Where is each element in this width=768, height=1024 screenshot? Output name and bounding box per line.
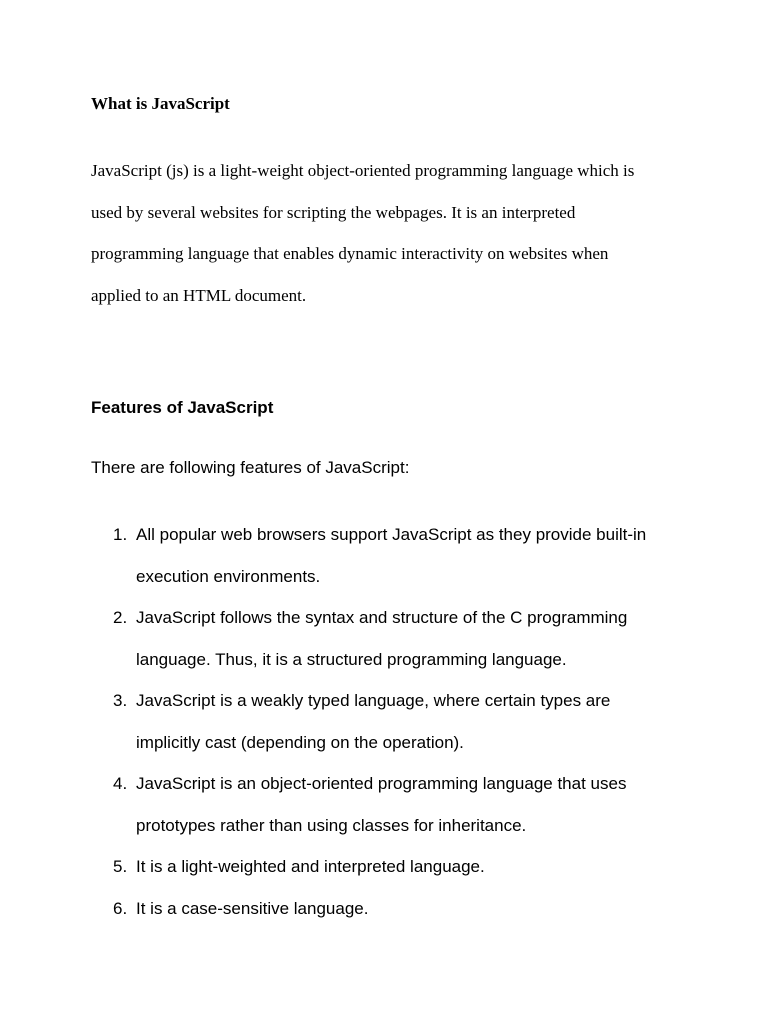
- list-item: [91, 680, 711, 763]
- intro-line: programming language that enables dynamic interactivity on websites when: [91, 244, 609, 263]
- list-item: [91, 514, 711, 597]
- intro-line: JavaScript (js) is a light-weight object-oriented programming language which is: [91, 161, 635, 180]
- list-item-text: All popular web browsers support JavaScript as they provide built-in: [136, 525, 647, 544]
- intro-line: used by several websites for scripting the webpages. It is an interpreted: [91, 202, 576, 222]
- list-item-text: It is a case-sensitive language.: [136, 898, 369, 918]
- list-item: [91, 763, 711, 846]
- section-heading-what-is-javascript: What is JavaScript: [91, 94, 230, 113]
- intro-line: applied to an HTML document.: [91, 285, 307, 305]
- list-item: [91, 597, 711, 680]
- features-list: [91, 514, 711, 929]
- list-item-text: It is a light-weighted and interpreted language.: [136, 857, 485, 876]
- list-item-text: JavaScript is a weakly typed language, where certain types are: [136, 691, 611, 710]
- list-item-text: language. Thus, it is a structured programming language.: [136, 649, 567, 669]
- list-item-text: implicitly cast (depending on the operation).: [136, 732, 464, 752]
- list-item: [91, 888, 711, 930]
- intro-paragraph: [91, 150, 691, 316]
- list-item-number: 4.: [113, 774, 128, 793]
- list-item-text: execution environments.: [136, 566, 321, 586]
- list-item-number: 6.: [113, 898, 128, 918]
- list-item-text: prototypes rather than using classes for inheritance.: [136, 815, 527, 835]
- features-lead-text: There are following features of JavaScript:: [91, 458, 410, 477]
- list-item: [91, 846, 711, 888]
- list-item-number: 3.: [113, 691, 128, 710]
- list-item-text: JavaScript follows the syntax and structure of the C programming: [136, 608, 628, 627]
- list-item-text: JavaScript is an object-oriented programming language that uses: [136, 774, 627, 793]
- list-item-number: 2.: [113, 608, 128, 627]
- section-heading-features-of-javascript: Features of JavaScript: [91, 398, 274, 417]
- list-item-number: 5.: [113, 857, 128, 876]
- list-item-number: 1.: [113, 525, 128, 544]
